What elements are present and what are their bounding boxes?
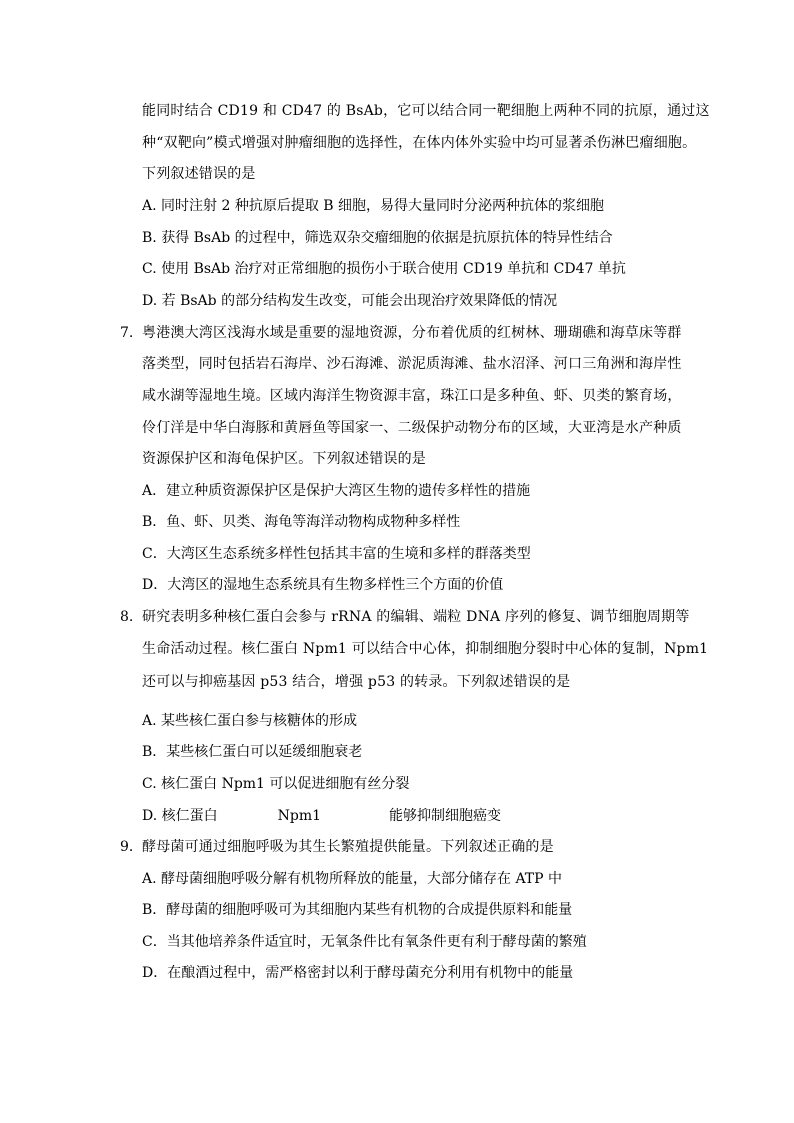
q7-option-a: A．建立种质资源保护区是保护大湾区生物的遗传多样性的措施: [142, 483, 531, 499]
q7-option-c: C．大湾区生态系统多样性包括其丰富的生境和多样的群落类型: [142, 546, 531, 562]
q7-stem-line-4: 伶仃洋是中华白海豚和黄唇鱼等国家一、二级保护动物分布的区域，大亚湾是水产种质: [142, 420, 682, 436]
q8-stem-line-2: 生命活动过程。核仁蛋白 Npm1 可以结合中心体，抑制细胞分裂时中心体的复制，Npm1: [142, 641, 709, 657]
q9-number: 9．: [120, 839, 143, 855]
q8-option-b: B．某些核仁蛋白可以延缓细胞衰老: [142, 744, 363, 760]
q6-stem-line-3: 下列叙述错误的是: [142, 166, 256, 182]
q8-option-d-suffix: 能够抑制细胞癌变: [389, 808, 502, 824]
q8-stem-line-3: 还可以与抑癌基因 p53 结合，增强 p53 的转录。下列叙述错误的是: [142, 674, 571, 690]
q6-option-a: A. 同时注射 2 种抗原后提取 B 细胞，易得大量同时分泌两种抗体的浆细胞: [142, 198, 605, 214]
q8-stem-line-1: 研究表明多种核仁蛋白会参与 rRNA 的编辑、端粒 DNA 序列的修复、调节细胞周期等: [142, 609, 690, 625]
q8-option-d-prefix: D. 核仁蛋白: [142, 808, 218, 824]
q7-stem-line-5: 资源保护区和海龟保护区。下列叙述错误的是: [142, 451, 426, 467]
q9-option-c: C．当其他培养条件适宜时，无氧条件比有氧条件更有利于酵母菌的繁殖: [142, 934, 587, 950]
q7-option-b: B．鱼、虾、贝类、海龟等海洋动物构成物种多样性: [142, 514, 461, 530]
q6-option-b: B. 获得 BsAb 的过程中，筛选双杂交瘤细胞的依据是抗原抗体的特异性结合: [142, 230, 613, 246]
q7-stem-line-1: 粤港澳大湾区浅海水域是重要的湿地资源，分布着优质的红树林、珊瑚礁和海草床等群: [142, 325, 682, 341]
q7-stem-line-3: 咸水湖等湿地生境。区域内海洋生物资源丰富，珠江口是多种鱼、虾、贝类的繁育场，: [142, 388, 682, 404]
q6-stem-line-2: 种“双靶向”模式增强对肿瘤细胞的选择性，在体内体外实验中均可显著杀伤淋巴瘤细胞。: [142, 135, 697, 151]
q6-option-c: C. 使用 BsAb 治疗对正常细胞的损伤小于联合使用 CD19 单抗和 CD47 单抗: [142, 261, 626, 277]
q8-option-c: C. 核仁蛋白 Npm1 可以促进细胞有丝分裂: [142, 776, 410, 792]
q7-option-d: D．大湾区的湿地生态系统具有生物多样性三个方面的价值: [142, 577, 504, 593]
q7-stem-line-2: 落类型，同时包括岩石海岸、沙石海滩、淤泥质海滩、盐水沼泽、河口三角洲和海岸性: [142, 356, 682, 372]
q6-option-d: D. 若 BsAb 的部分结构发生改变，可能会出现治疗效果降低的情况: [142, 293, 558, 309]
q8-number: 8.: [120, 609, 134, 625]
q8-option-a: A. 某些核仁蛋白参与核糖体的形成: [142, 713, 358, 729]
q9-option-d: D．在酿酒过程中，需严格密封以利于酵母菌充分利用有机物中的能量: [142, 965, 574, 981]
q9-stem: 酵母菌可通过细胞呼吸为其生长繁殖提供能量。下列叙述正确的是: [142, 839, 554, 855]
q7-number: 7.: [120, 325, 134, 341]
q6-stem-line-1: 能同时结合 CD19 和 CD47 的 BsAb，它可以结合同一靶细胞上两种不同的抗原，通过这: [142, 103, 710, 119]
q8-option-d-middle: Npm1: [277, 808, 322, 824]
q8-option-d: [142, 806, 501, 826]
q9-option-b: B．酵母菌的细胞呼吸可为其细胞内某些有机物的合成提供原料和能量: [142, 902, 573, 918]
q9-option-a: A. 酵母菌细胞呼吸分解有机物所释放的能量，大部分储存在 ATP 中: [142, 871, 563, 887]
